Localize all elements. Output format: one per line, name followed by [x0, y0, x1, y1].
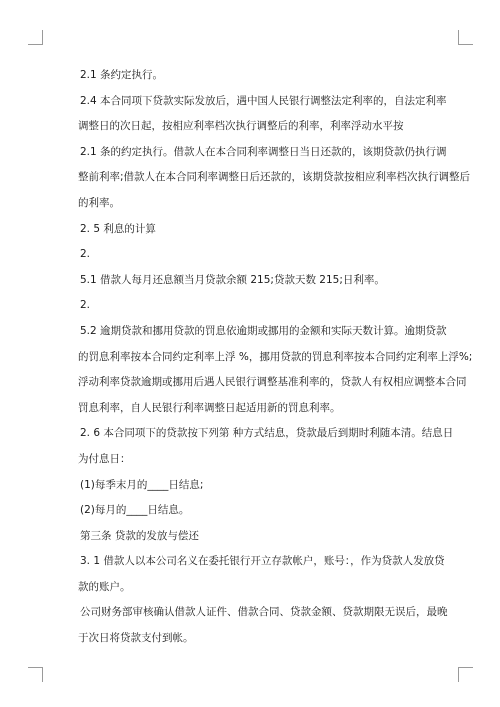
- text-line: 于次日将贷款支付到帐。: [78, 632, 194, 645]
- text-line: (1)每季末月的____日结息;: [80, 478, 204, 491]
- text-line: 的利率。: [78, 196, 120, 209]
- paragraph: [78, 140, 471, 217]
- text-line: 款的账户。: [78, 580, 131, 593]
- paragraph: [78, 242, 423, 268]
- crop-mark-top-left: [28, 30, 43, 45]
- paragraph: [78, 473, 423, 499]
- text-line: 2.1 条约定执行。: [80, 69, 164, 81]
- section-heading: 2. 5 利息的计算: [80, 222, 156, 235]
- text-line: (2)每月的____日结息。: [80, 504, 190, 517]
- text-line: 的罚息利率按本合同约定利率上浮 %，挪用贷款的罚息利率按本合同约定利率上浮%;: [78, 350, 473, 363]
- paragraph: [78, 89, 447, 140]
- text-line: 公司财务部审核确认借款人证件、借款合同、贷款金额、贷款期限无误后，最晚: [80, 606, 448, 619]
- text-line: 2. 6 本合同项下的贷款按下列第 种方式结息，贷款最后到期时利随本清。结息日: [80, 427, 454, 440]
- paragraph: [78, 421, 454, 472]
- paragraph: [78, 268, 423, 294]
- paragraph: [78, 524, 423, 550]
- text-line: 2.: [80, 248, 91, 261]
- text-line: 调整日的次日起，按相应利率档次执行调整后的利率，利率浮动水平按: [78, 120, 404, 133]
- text-line: 5.2 逾期贷款和挪用贷款的罚息依逾期或挪用的金额和实际天数计算。逾期贷款: [80, 324, 447, 337]
- crop-mark-bottom-right: [458, 667, 473, 682]
- paragraph: [78, 63, 423, 89]
- document-body: [78, 63, 473, 652]
- section-heading: 第三条 贷款的发放与偿还: [80, 529, 199, 542]
- text-line: 3. 1 借款人以本公司名义在委托银行开立存款帐户，账号：，作为贷款人发放贷: [80, 555, 445, 568]
- crop-mark-top-right: [458, 30, 473, 45]
- text-line: 5.1 借款人每月还息额当月贷款余额 215;贷款天数 215;日利率。: [80, 273, 385, 286]
- text-line: 2.4 本合同项下贷款实际发放后，遇中国人民银行调整法定利率的，自法定利率: [80, 94, 447, 107]
- text-line: 整前利率;借款人在本合同利率调整日后还款的，该期贷款按相应利率档次执行调整后: [78, 171, 471, 184]
- paragraph: [78, 319, 473, 421]
- paragraph: [78, 549, 445, 600]
- paragraph: [78, 217, 423, 243]
- text-line: 为付息日：: [78, 452, 131, 465]
- paragraph: [78, 600, 448, 651]
- text-line: 2.: [80, 299, 91, 312]
- paragraph: [78, 293, 423, 319]
- paragraph: [78, 498, 423, 524]
- text-line: 罚息利率，自人民银行利率调整日起适用新的罚息利率。: [78, 401, 341, 414]
- text-line: 2.1 条的约定执行。借款人在本合同利率调整日当日还款的，该期贷款仍执行调: [80, 145, 447, 158]
- text-line: 浮动利率贷款逾期或挪用后遇人民银行调整基准利率的，贷款人有权相应调整本合同: [78, 376, 467, 389]
- crop-mark-bottom-left: [28, 667, 43, 682]
